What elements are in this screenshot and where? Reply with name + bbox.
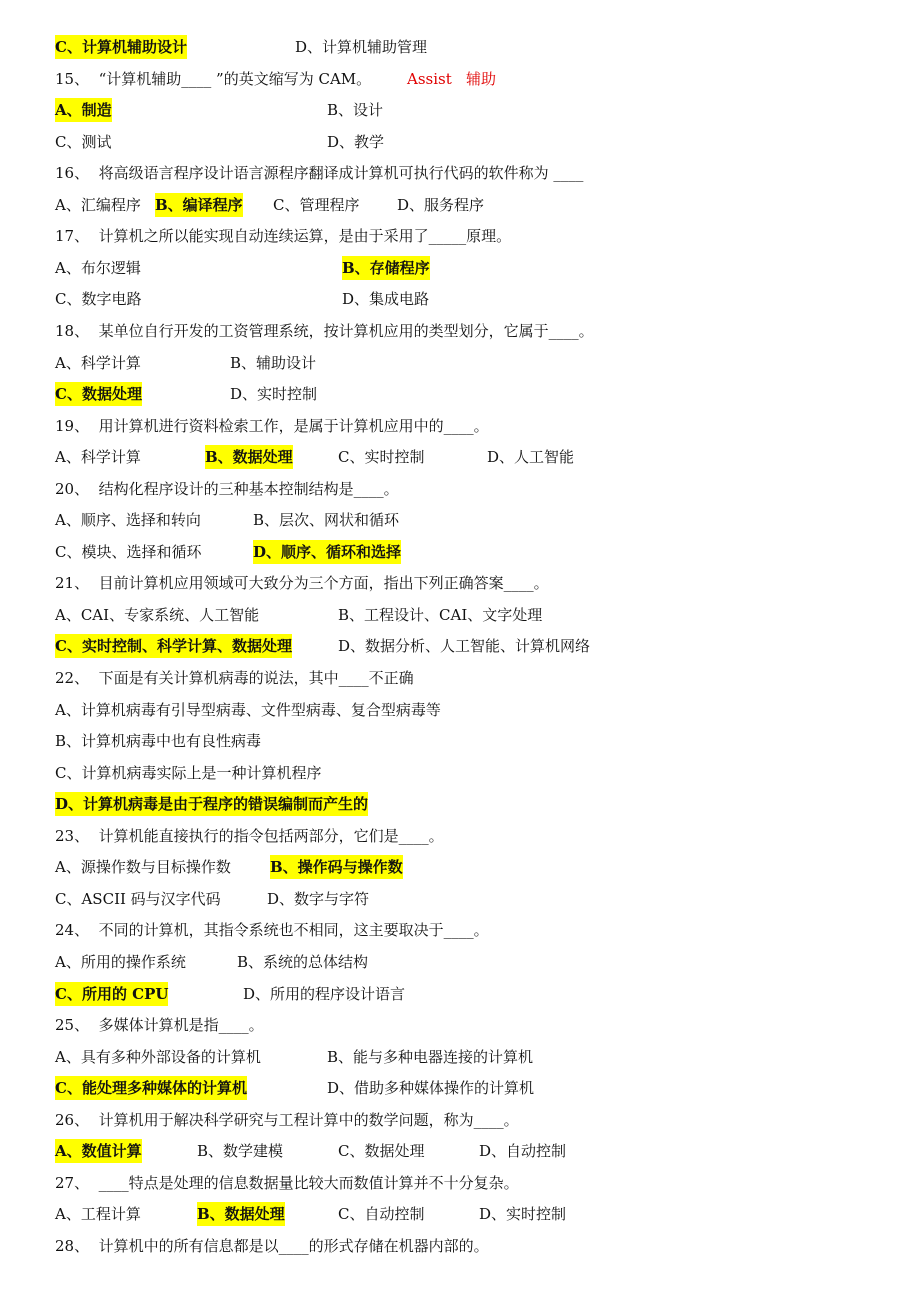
text-segment: B、数学建模 — [197, 1142, 284, 1161]
text-segment: 25、 多媒体计算机是指____。 — [55, 1016, 264, 1035]
text-segment: A、布尔逻辑 — [55, 258, 141, 277]
highlighted-answer: C、实时控制、科学计算、数据处理 — [55, 634, 292, 658]
text-segment: B、设计 — [327, 101, 384, 120]
highlighted-answer: B、数据处理 — [205, 445, 293, 469]
text-segment: D、计算机辅助管理 — [295, 38, 428, 56]
text-segment: C、测试 — [55, 132, 112, 151]
highlighted-answer: B、数据处理 — [197, 1202, 285, 1226]
text-segment: A、科学计算 — [55, 448, 141, 467]
highlighted-answer: D、顺序、循环和选择 — [253, 540, 401, 564]
text-segment: 23、 计算机能直接执行的指令包括两部分，它们是____。 — [55, 826, 444, 845]
highlighted-answer: A、数值计算 — [55, 1139, 142, 1163]
text-segment: D、集成电路 — [342, 290, 430, 309]
text-segment: C、实时控制 — [338, 448, 425, 467]
text-segment: D、自动控制 — [479, 1142, 567, 1161]
text-segment: 24、 不同的计算机，其指令系统也不相同，这主要取决于____。 — [55, 921, 489, 940]
text-segment: D、实时控制 — [230, 385, 318, 404]
text-segment: A、所用的操作系统 — [55, 952, 186, 971]
text-segment: B、系统的总体结构 — [237, 952, 369, 971]
highlighted-answer: B、编译程序 — [155, 193, 243, 217]
text-segment: 27、 ____特点是处理的信息数据量比较大而数值计算并不十分复杂。 — [55, 1173, 519, 1192]
text-segment: D、实时控制 — [479, 1205, 567, 1224]
highlighted-answer: C、所用的 CPU — [55, 982, 168, 1006]
text-segment: 20、 结构化程序设计的三种基本控制结构是____。 — [55, 479, 399, 498]
text-segment: 26、 计算机用于解决科学研究与工程计算中的数学问题，称为____。 — [55, 1110, 519, 1129]
highlighted-answer: A、制造 — [55, 98, 112, 122]
text-segment: D、数字与字符 — [267, 889, 370, 908]
text-segment: 19、 用计算机进行资料检索工作，是属于计算机应用中的____。 — [55, 416, 489, 435]
text-segment: A、科学计算 — [55, 353, 141, 372]
text-segment: 21、 目前计算机应用领域可大致分为三个方面，指出下列正确答案____。 — [55, 574, 549, 593]
text-segment: C、计算机病毒实际上是一种计算机程序 — [55, 763, 322, 782]
text-segment: 17、 计算机之所以能实现自动连续运算，是由于采用了_____原理。 — [55, 227, 512, 246]
text-segment: 28、 计算机中的所有信息都是以____的形式存储在机器内部的。 — [55, 1236, 489, 1255]
text-segment: B、工程设计、CAI、文字处理 — [338, 605, 543, 624]
text-segment: C、数据处理 — [338, 1142, 425, 1161]
text-segment: 22、 下面是有关计算机病毒的说法，其中____不正确 — [55, 669, 414, 687]
text-segment: D、数据分析、人工智能、计算机网络 — [338, 637, 591, 656]
text-segment: A、汇编程序 — [55, 195, 141, 214]
text-segment: A、工程计算 — [55, 1205, 141, 1224]
text-segment: D、教学 — [327, 132, 385, 151]
text-segment: B、能与多种电器连接的计算机 — [327, 1047, 534, 1066]
text-segment: C、自动控制 — [338, 1205, 425, 1224]
highlighted-answer: C、能处理多种媒体的计算机 — [55, 1076, 247, 1100]
text-segment: A、计算机病毒有引导型病毒、文件型病毒、复合型病毒等 — [55, 700, 441, 719]
highlighted-answer: B、操作码与操作数 — [270, 855, 403, 879]
highlighted-answer: C、计算机辅助设计 — [55, 35, 187, 59]
text-segment: C、管理程序 — [273, 195, 360, 214]
text-segment: 16、 将高级语言程序设计语言源程序翻译成计算机可执行代码的软件称为 ____ — [55, 164, 584, 183]
text-segment: A、顺序、选择和转向 — [55, 511, 201, 530]
text-segment: B、层次、网状和循环 — [253, 511, 400, 530]
text-segment: 15、 “计算机辅助____ ”的英文缩写为 CAM。 — [55, 69, 372, 88]
text-segment: B、辅助设计 — [230, 353, 317, 372]
text-segment: A、源操作数与目标操作数 — [55, 858, 231, 877]
text-segment: B、计算机病毒中也有良性病毒 — [55, 732, 262, 751]
text-segment: A、具有多种外部设备的计算机 — [55, 1047, 261, 1066]
text-segment: C、模块、选择和循环 — [55, 542, 202, 561]
text-segment: C、数字电路 — [55, 290, 142, 309]
highlighted-answer: D、计算机病毒是由于程序的错误编制而产生的 — [55, 792, 368, 816]
text-segment: A、CAI、专家系统、人工智能 — [55, 605, 260, 624]
text-segment: D、所用的程序设计语言 — [243, 984, 406, 1003]
highlighted-answer: C、数据处理 — [55, 382, 142, 406]
text-segment: 18、 某单位自行开发的工资管理系统，按计算机应用的类型划分，它属于____。 — [55, 321, 594, 340]
text-segment: C、ASCII 码与汉字代码 — [55, 889, 221, 908]
text-segment: D、借助多种媒体操作的计算机 — [327, 1079, 535, 1098]
text-segment: D、服务程序 — [397, 195, 485, 214]
annotation-note: Assist 辅助 — [407, 69, 497, 88]
highlighted-answer: B、存储程序 — [342, 256, 430, 280]
text-segment: D、人工智能 — [487, 448, 575, 467]
